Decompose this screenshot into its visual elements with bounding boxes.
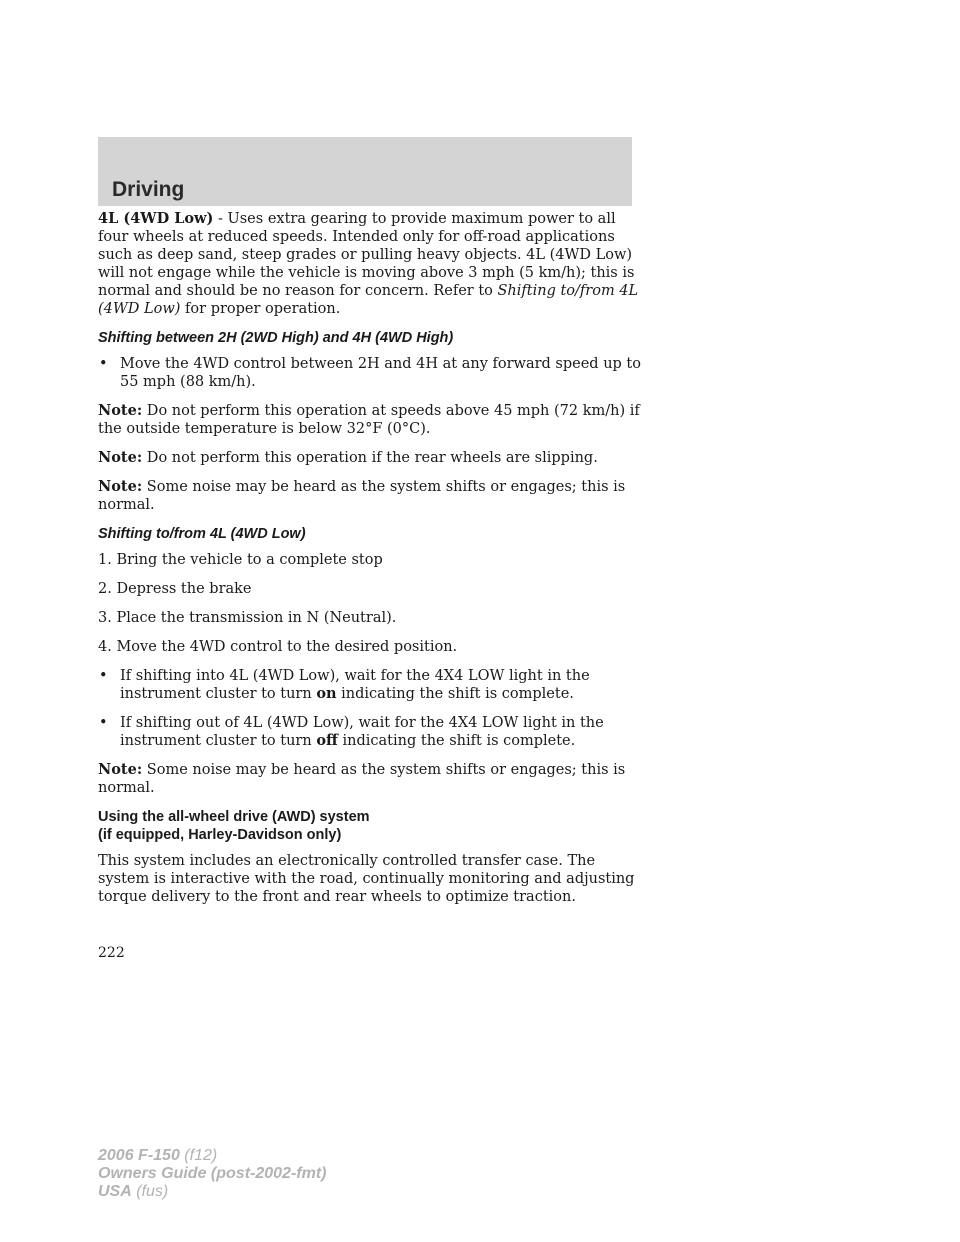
bullet-icon: •: [99, 668, 108, 684]
cross-reference: Shifting to/from 4L (4WD Low): [98, 283, 639, 317]
bullet-icon: •: [99, 715, 108, 731]
section-title: Driving: [112, 178, 185, 201]
step: 1. Bring the vehicle to a complete stop: [98, 552, 383, 568]
paragraph-4wd-low: 4L (4WD Low) - Uses extra gearing to provide maximum power to all four wheels at reduced speeds. Intended only for off-road applications such as deep sand, steep grades or pulling heavy objects. 4L (4WD Low) will not engage while the vehicle is moving above 3 mph (5 km/h); this is normal and should be no reason for concern. Refer to Shifting to/from 4L (4WD Low) for proper operation.: [98, 210, 639, 317]
heading-shifting-4l: Shifting to/from 4L (4WD Low): [98, 526, 306, 542]
step: 3. Place the transmission in N (Neutral).: [98, 610, 397, 626]
list-item: • Move the 4WD control between 2H and 4H at any forward speed up to 55 mph (88 km/h).: [99, 356, 641, 390]
paragraph-awd: This system includes an electronically controlled transfer case. The system is interactive with the road, continually monitoring and adjusting torque delivery to the front and rear wheels to optimize traction.: [98, 853, 635, 905]
note: Note: Some noise may be heard as the system shifts or engages; this is normal.: [98, 761, 626, 796]
note: Note: Some noise may be heard as the system shifts or engages; this is normal.: [98, 478, 626, 513]
note: Note: Do not perform this operation if the rear wheels are slipping.: [98, 449, 598, 466]
heading-shifting-2h-4h: Shifting between 2H (2WD High) and 4H (4WD High): [98, 330, 454, 346]
note: Note: Do not perform this operation at speeds above 45 mph (72 km/h) if the outside temperature is below 32°F (0°C).: [98, 402, 640, 437]
page-number: 222: [98, 945, 125, 961]
step: 4. Move the 4WD control to the desired position.: [98, 639, 458, 655]
bullet-icon: •: [99, 356, 108, 372]
page-content: [98, 210, 644, 917]
list-item: • If shifting into 4L (4WD Low), wait for the 4X4 LOW light in the instrument cluster to turn on indicating the shift is complete.: [99, 668, 590, 702]
heading-awd: Using the all-wheel drive (AWD) system (if equipped, Harley-Davidson only): [98, 809, 370, 843]
list-item: • If shifting out of 4L (4WD Low), wait for the 4X4 LOW light in the instrument cluster to turn off indicating the shift is complete.: [99, 715, 604, 749]
step: 2. Depress the brake: [98, 581, 252, 597]
term-4wd-low: 4L (4WD Low): [98, 210, 214, 227]
document-footer: 2006 F-150 (f12) Owners Guide (post-2002-fmt) USA (fus): [98, 1147, 327, 1200]
